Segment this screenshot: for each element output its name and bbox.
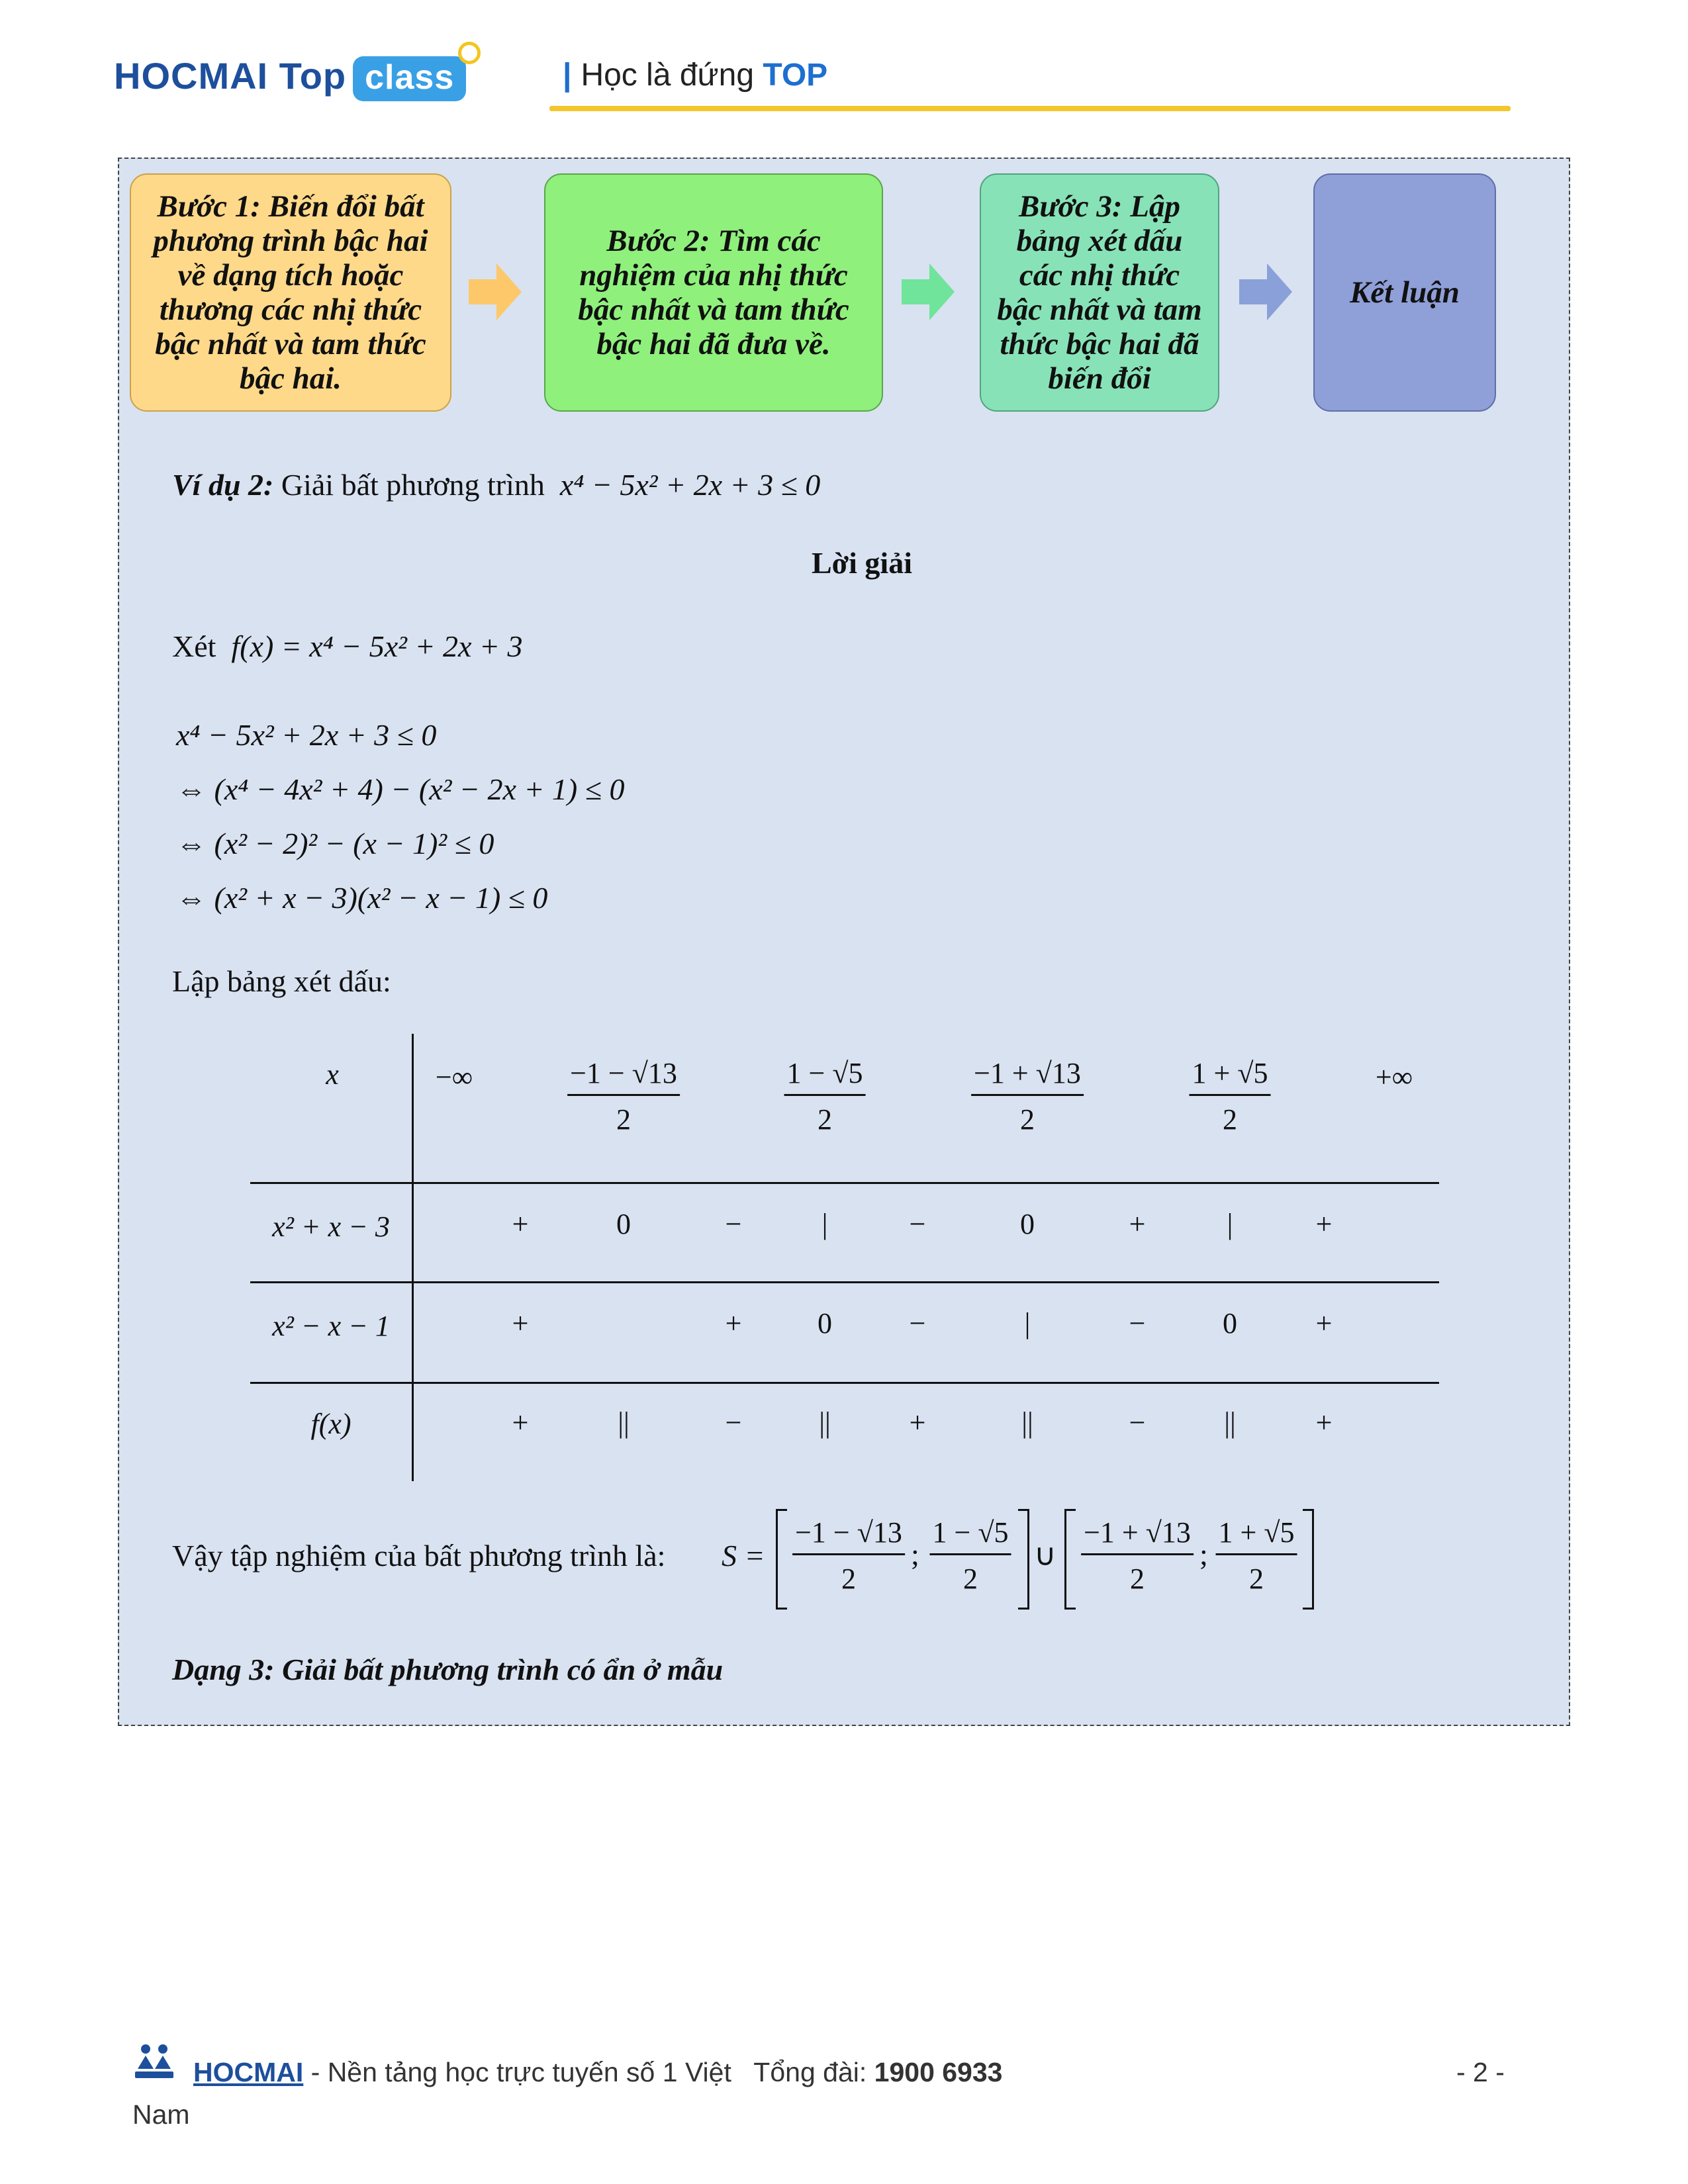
interval-separator: ; [911, 1537, 919, 1571]
step-2-text: Bước 2: Tìm các nghiệm của nhị thức bậc nhất và tam thức bậc hai đã đưa về. [578, 224, 849, 361]
interval-2-upper [1216, 1516, 1297, 1596]
footer-hotline-label: Tổng đài: [753, 2057, 867, 2087]
union-symbol: ∪ [1034, 1538, 1056, 1572]
sign-cell: + [512, 1406, 529, 1439]
set-name: S = [722, 1539, 765, 1572]
step-box-2 [544, 173, 883, 412]
sign-cell: + [512, 1208, 529, 1240]
table-intro: Lập bảng xét dấu: [172, 964, 391, 998]
slogan-text: Học là đứng [581, 58, 755, 93]
row-label: x² − x − 1 [272, 1310, 390, 1342]
sign-cell: 0 [1223, 1307, 1237, 1340]
sign-cell: + [1315, 1307, 1333, 1340]
frac-denominator: 2 [1130, 1563, 1145, 1595]
frac-numerator: 1 + √5 [1216, 1516, 1297, 1555]
root-numerator: −1 − √13 [567, 1056, 680, 1096]
sign-cell: + [1315, 1406, 1333, 1439]
table-root-2 [784, 1056, 866, 1136]
sign-cell: | [1227, 1208, 1233, 1240]
derivation-step: ⇔ (x² + x − 3)(x² − x − 1) ≤ 0 [176, 881, 548, 915]
footer-brand-link[interactable]: HOCMAI [193, 2057, 304, 2087]
frac-denominator: 2 [841, 1563, 856, 1595]
footer-line-2: Nam [132, 2099, 190, 2130]
sign-cell: 0 [616, 1208, 631, 1240]
row-label: x² + x − 3 [272, 1210, 390, 1243]
root-denominator: 2 [616, 1103, 631, 1136]
header-underline [549, 106, 1511, 111]
right-bracket [1018, 1509, 1029, 1610]
sign-cell: | [1024, 1307, 1031, 1340]
example-line [172, 467, 820, 502]
hocmai-logo-icon [132, 2042, 176, 2081]
table-root-4 [1190, 1056, 1271, 1136]
brand-logo [114, 54, 466, 101]
left-bracket [1064, 1509, 1076, 1610]
right-bracket [1303, 1509, 1314, 1610]
left-bracket [776, 1509, 787, 1610]
frac-numerator: −1 + √13 [1081, 1516, 1194, 1555]
arrow-right-icon [902, 263, 955, 320]
example-inequality: x⁴ − 5x² + 2x + 3 ≤ 0 [559, 468, 821, 502]
root-denominator: 2 [1020, 1103, 1035, 1136]
interval-2-lower [1081, 1516, 1194, 1596]
page-number: - 2 - [1456, 2057, 1505, 2087]
function-definition [172, 629, 522, 664]
footer-hotline: 1900 6933 [874, 2057, 1003, 2087]
step-box-3 [980, 173, 1219, 412]
arrow-right-icon [469, 263, 522, 320]
sign-cell: + [725, 1307, 742, 1340]
example-prompt: Giải bất phương trình [281, 468, 545, 502]
function-def: f(x) = x⁴ − 5x² + 2x + 3 [231, 629, 523, 663]
interval-1-upper [930, 1516, 1011, 1596]
table-root-1 [567, 1056, 680, 1136]
step-box-4 [1313, 173, 1496, 412]
footer-text: - Nền tảng học trực tuyến số 1 Việt [303, 2057, 731, 2087]
section-heading-next: Dạng 3: Giải bất phương trình có ẩn ở mẫu [172, 1653, 724, 1686]
root-numerator: 1 − √5 [784, 1056, 866, 1096]
derivation-step: ⇔ (x⁴ − 4x² + 4) − (x² − 2x + 1) ≤ 0 [176, 772, 625, 806]
step-3-text: Bước 3: Lập bảng xét dấu các nhị thức bậc nhất và tam thức bậc hai đã biến đổi [997, 189, 1202, 396]
sign-cell: − [1129, 1307, 1146, 1340]
conclusion-prefix: Vậy tập nghiệm của bất phương trình là: [172, 1539, 666, 1572]
derivation-step: x⁴ − 5x² + 2x + 3 ≤ 0 [176, 718, 437, 752]
root-numerator: 1 + √5 [1190, 1056, 1271, 1096]
sign-cell: || [618, 1406, 630, 1439]
slogan-top: TOP [763, 58, 828, 93]
interval-separator: ; [1199, 1537, 1208, 1571]
table-row-rule [250, 1281, 1439, 1283]
solution-title: Lời giải [812, 546, 912, 580]
sign-cell: + [909, 1406, 926, 1439]
arrow-right-icon [1239, 263, 1292, 320]
table-vertical-rule [412, 1034, 414, 1481]
sign-cell: + [512, 1307, 529, 1340]
sign-cell: − [725, 1208, 742, 1240]
brand-class-badge [353, 56, 466, 101]
step-box-1 [130, 173, 451, 412]
footer-line [193, 2057, 1002, 2088]
table-root-3 [971, 1056, 1084, 1136]
table-neg-inf: −∞ [435, 1061, 473, 1093]
brand-main: HOCMAI Top [114, 55, 347, 97]
sign-cell: 0 [1020, 1208, 1035, 1240]
slogan [563, 57, 827, 93]
derivation-step: ⇔ (x² − 2)² − (x − 1)² ≤ 0 [176, 827, 494, 860]
root-denominator: 2 [818, 1103, 832, 1136]
table-row-rule [250, 1382, 1439, 1384]
sign-cell: + [1315, 1208, 1333, 1240]
sign-cell: || [1021, 1406, 1033, 1439]
row-label: f(x) [310, 1408, 352, 1440]
sign-cell: − [725, 1406, 742, 1439]
sign-cell: 0 [818, 1307, 832, 1340]
sign-cell: − [1129, 1406, 1146, 1439]
slogan-bar: | [563, 58, 572, 93]
step-4-text: Kết luận [1350, 275, 1460, 310]
table-row-rule [250, 1182, 1439, 1184]
frac-denominator: 2 [963, 1563, 978, 1595]
frac-numerator: −1 − √13 [792, 1516, 905, 1555]
frac-numerator: 1 − √5 [930, 1516, 1011, 1555]
table-x-label: x [326, 1058, 339, 1091]
step-1-text: Bước 1: Biến đổi bất phương trình bậc hai về dạng tích hoặc thương các nhị thức bậc nhất và tam thức bậc hai. [153, 189, 428, 396]
sign-cell: − [909, 1208, 926, 1240]
sign-cell: || [1224, 1406, 1236, 1439]
root-denominator: 2 [1223, 1103, 1237, 1136]
frac-denominator: 2 [1249, 1563, 1264, 1595]
brand-class-text: class [365, 58, 455, 97]
consider-label: Xét [172, 629, 216, 663]
sign-cell: + [1129, 1208, 1146, 1240]
interval-1-lower [792, 1516, 905, 1596]
sign-cell: || [819, 1406, 831, 1439]
table-pos-inf: +∞ [1375, 1061, 1413, 1093]
example-label: Ví dụ 2: [172, 468, 274, 502]
sun-icon [458, 42, 481, 64]
sign-cell: − [909, 1307, 926, 1340]
sign-cell: | [821, 1208, 828, 1240]
root-numerator: −1 + √13 [971, 1056, 1084, 1096]
